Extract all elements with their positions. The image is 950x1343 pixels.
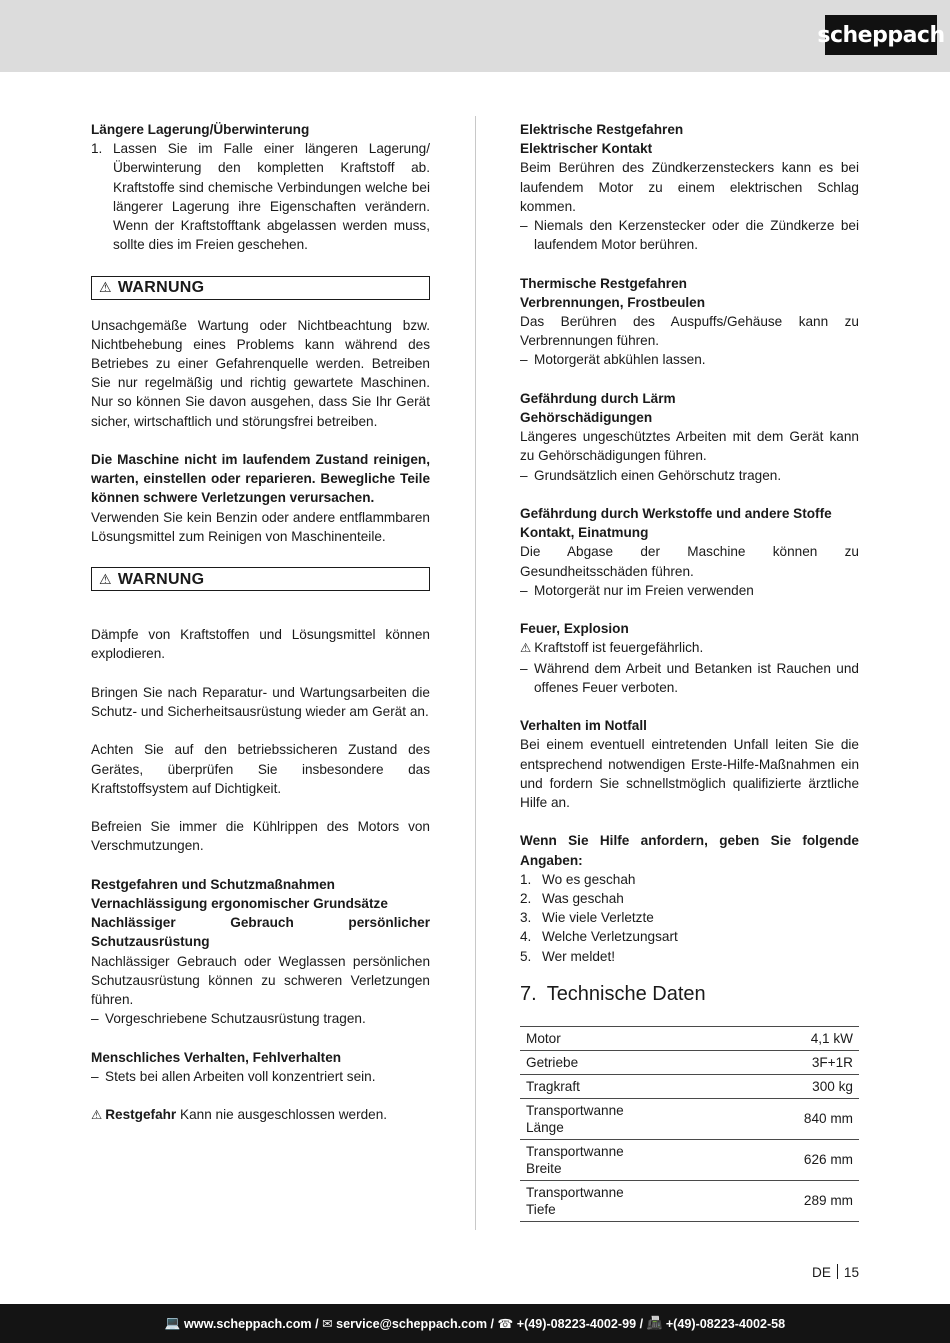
- help-heading: Wenn Sie Hilfe anfordern, geben Sie folgende Angaben:: [520, 833, 859, 868]
- phone-icon: ☎: [497, 1317, 514, 1331]
- list-item: [520, 870, 859, 889]
- warning2-p2: Bringen Sie nach Reparatur- und Wartungsarbeiten die Schutz- und Sicherheitsausrüstung wieder am Gerät an.: [91, 684, 430, 720]
- table-row: [520, 1026, 859, 1050]
- emergency-text: Bei einem eventuell eintretenden Unfall leiten Sie die entsprechend notwendigen Erste-Hilfe-Maßnahmen ein und fordern Sie schnellstmöglich qualifizierte ärztliche Hilfe an.: [520, 737, 859, 811]
- dash-text: Niemals den Kerzenstecker oder die Zündkerze bei laufendem Motor berühren.: [534, 218, 859, 253]
- list-number: 5.: [520, 948, 532, 964]
- thermal-heading-2: Verbrennungen, Frostbeulen: [520, 294, 706, 310]
- residual-text: Nachlässiger Gebrauch oder Weglassen persönlichen Schutzausrüstung können zu schweren Verletzungen führen.: [91, 953, 430, 1008]
- fire-dash-item: [520, 659, 859, 697]
- footer-separator: /: [311, 1316, 323, 1331]
- column-divider: [475, 116, 476, 1230]
- materials-dash-item: [520, 581, 859, 600]
- noise-dash-item: [520, 466, 859, 485]
- table-value: 4,1 kW: [642, 1026, 859, 1050]
- table-row: [520, 1074, 859, 1098]
- page-number: [812, 1264, 859, 1280]
- list-text: Wie viele Verletzte: [542, 910, 654, 926]
- table-label: Tragkraft: [520, 1074, 642, 1098]
- list-item: [520, 947, 859, 966]
- warning1-text: Unsachgemäße Wartung oder Nichtbeachtung bzw. Nichtbehebung eines Problems kann während des Betriebes zu einer Gefahrenquelle werden. Betreiben Sie nur regelmäßig und richtig gewartete Maschinen. Nur so können Sie davon ausgehen, dass Sie Ihr Gerät sicher, wirtschaftlich und störungsfrei betreiben.: [91, 317, 430, 429]
- storage-item: [91, 139, 430, 254]
- list-number: 3.: [520, 910, 532, 926]
- behavior-dash-item: [91, 1067, 430, 1086]
- list-item: [520, 908, 859, 927]
- list-item: [520, 927, 859, 946]
- table-label: Motor: [520, 1026, 642, 1050]
- dash-marker: –: [91, 1011, 99, 1027]
- table-label: Transportwanne Tiefe: [520, 1180, 642, 1221]
- thermal-heading-1: Thermische Restgefahren: [520, 275, 687, 291]
- table-label: Transportwanne Länge: [520, 1098, 642, 1139]
- footer-web-link[interactable]: www.scheppach.com: [183, 1316, 312, 1331]
- warning2-p3: Achten Sie auf den betriebssicheren Zustand des Gerätes, überprüfen Sie insbesondere das Kraftstoffsystem auf Dichtigkeit.: [91, 742, 430, 796]
- dash-text: Motorgerät abkühlen lassen.: [534, 352, 706, 368]
- noise-text: Längeres ungeschütztes Arbeiten mit dem Gerät kann zu Gehörschädigungen führen.: [520, 429, 859, 464]
- list-number: 1.: [91, 141, 103, 157]
- section-title-text: Technische Daten: [546, 982, 706, 1005]
- restgefahr-text: Kann nie ausgeschlossen werden.: [176, 1107, 388, 1123]
- table-value: 626 mm: [642, 1139, 859, 1180]
- table-value: 3F+1R: [642, 1050, 859, 1074]
- table-row: [520, 1050, 859, 1074]
- warning-label: WARNUNG: [117, 570, 205, 588]
- table-label: Getriebe: [520, 1050, 642, 1074]
- list-text: Wo es geschah: [542, 871, 636, 887]
- residual-heading-2: Vernachlässigung ergonomischer Grundsätze: [91, 896, 388, 911]
- dash-marker: –: [520, 467, 528, 483]
- warning-box-2: [91, 567, 430, 591]
- list-number: 1.: [520, 871, 532, 887]
- warning-triangle-icon: ⚠: [99, 570, 112, 587]
- dash-text: Grundsätzlich einen Gehörschutz tragen.: [534, 467, 782, 483]
- help-list: [520, 870, 859, 966]
- page-lang: DE: [812, 1265, 831, 1280]
- page-separator: [837, 1264, 838, 1279]
- left-column: [91, 120, 430, 1125]
- list-text: Was geschah: [542, 891, 624, 907]
- fire-warn-line: [520, 638, 859, 658]
- fire-warn-text: Kraftstoff ist feuergefährlich.: [534, 640, 704, 656]
- section-number: 7.: [520, 982, 537, 1005]
- electric-text: Beim Berühren des Zündkerzensteckers kann es bei laufendem Motor zu einem elektrischen Schlag kommen.: [520, 160, 859, 214]
- fire-heading: Feuer, Explosion: [520, 621, 629, 637]
- dash-text: Während dem Arbeit und Betanken ist Rauchen und offenes Feuer verboten.: [534, 660, 859, 695]
- materials-heading-2: Kontakt, Einatmung: [520, 525, 649, 541]
- noise-heading-2: Gehörschädigungen: [520, 410, 653, 426]
- residual-heading-1: Restgefahren und Schutzmaßnahmen: [91, 876, 335, 892]
- thermal-text: Das Berühren des Auspuffs/Gehäuse kann zu Verbrennungen führen.: [520, 314, 859, 349]
- warning2-p4: Befreien Sie immer die Kühlrippen des Motors von Verschmutzungen.: [91, 819, 430, 854]
- table-value: 300 kg: [642, 1074, 859, 1098]
- dash-marker: –: [520, 218, 528, 234]
- residual-heading-3: Nachlässiger Gebrauch persönlicher Schutzausrüstung: [91, 915, 430, 950]
- warning-triangle-icon: ⚠: [91, 1108, 103, 1123]
- warning-box-1: [91, 276, 430, 300]
- warning-triangle-icon: ⚠: [520, 641, 532, 656]
- table-label: Transportwanne Breite: [520, 1139, 642, 1180]
- scheppach-logo: [817, 15, 945, 55]
- tech-section-title: [520, 982, 859, 1006]
- emergency-heading: Verhalten im Notfall: [520, 718, 647, 734]
- email-icon: ✉: [322, 1317, 333, 1331]
- warning1-text2: Verwenden Sie kein Benzin oder andere entflammbaren Lösungsmittel zum Reinigen von Maschinenteile.: [91, 509, 430, 544]
- page-number-value: 15: [843, 1265, 860, 1280]
- electric-heading-1: Elektrische Restgefahren: [520, 122, 684, 137]
- logo-text: scheppach: [817, 22, 945, 48]
- list-text: Lassen Sie im Falle einer längeren Lagerung/ Überwinterung den kompletten Kraftstoff ab. Kraftstoffe sind chemische Verbindungen welche bei längerer Lagerung ihre Eigenschaften verändern. Wenn der Kraftstofftank abgelassen werden muss, sollte dies im Freien geschehen.: [113, 141, 430, 253]
- dash-marker: –: [520, 352, 528, 368]
- dash-text: Motorgerät nur im Freien verwenden: [534, 582, 754, 598]
- table-value: 840 mm: [642, 1098, 859, 1139]
- list-number: 2.: [520, 891, 532, 907]
- footer-email-link[interactable]: service@scheppach.com: [336, 1316, 488, 1331]
- footer-separator: /: [487, 1316, 498, 1331]
- materials-heading-1: Gefährdung durch Werkstoffe und andere Stoffe: [520, 506, 832, 522]
- footer-bar: [0, 1304, 950, 1343]
- warning1-bold-text: Die Maschine nicht im laufendem Zustand reinigen, warten, einstellen oder reparieren. Bewegliche Teile können schwere Verletzungen verursachen.: [91, 452, 430, 506]
- table-value: 289 mm: [642, 1180, 859, 1221]
- electric-dash-item: [520, 216, 859, 254]
- list-item: [520, 889, 859, 908]
- tech-data-table: [520, 1026, 859, 1222]
- dash-text: Stets bei allen Arbeiten voll konzentriert sein.: [105, 1068, 376, 1084]
- restgefahr-bold: Restgefahr: [105, 1107, 177, 1123]
- noise-heading-1: Gefährdung durch Lärm: [520, 390, 676, 406]
- dash-marker: –: [520, 660, 528, 676]
- fax-icon: 📠: [646, 1316, 663, 1330]
- list-text: Wer meldet!: [542, 948, 616, 964]
- dash-text: Vorgeschriebene Schutzausrüstung tragen.: [105, 1011, 366, 1027]
- restgefahr-line: [91, 1105, 430, 1125]
- footer-separator: /: [636, 1316, 647, 1331]
- electric-heading-2: Elektrischer Kontakt: [520, 141, 653, 157]
- header-band: [0, 0, 950, 72]
- residual-dash-item: [91, 1009, 430, 1028]
- warning2-p1: Dämpfe von Kraftstoffen und Lösungsmittel können explodieren.: [91, 627, 430, 662]
- behavior-heading: Menschliches Verhalten, Fehlverhalten: [91, 1049, 342, 1065]
- footer-phone: +(49)-08223-4002-99: [516, 1316, 637, 1331]
- list-number: 4.: [520, 929, 532, 945]
- storage-heading: Längere Lagerung/Überwinterung: [91, 122, 310, 137]
- thermal-dash-item: [520, 350, 859, 369]
- table-row: [520, 1098, 859, 1139]
- warning-triangle-icon: ⚠: [99, 279, 112, 295]
- materials-text: Die Abgase der Maschine können zu Gesundheitsschäden führen.: [520, 544, 859, 579]
- list-text: Welche Verletzungsart: [542, 929, 678, 945]
- warning-label: WARNUNG: [117, 279, 205, 296]
- computer-icon: 💻: [164, 1316, 181, 1330]
- footer-fax: +(49)-08223-4002-58: [665, 1316, 786, 1331]
- right-column: [520, 120, 859, 1222]
- table-row: [520, 1180, 859, 1221]
- table-row: [520, 1139, 859, 1180]
- dash-marker: –: [91, 1068, 99, 1084]
- dash-marker: –: [520, 582, 528, 598]
